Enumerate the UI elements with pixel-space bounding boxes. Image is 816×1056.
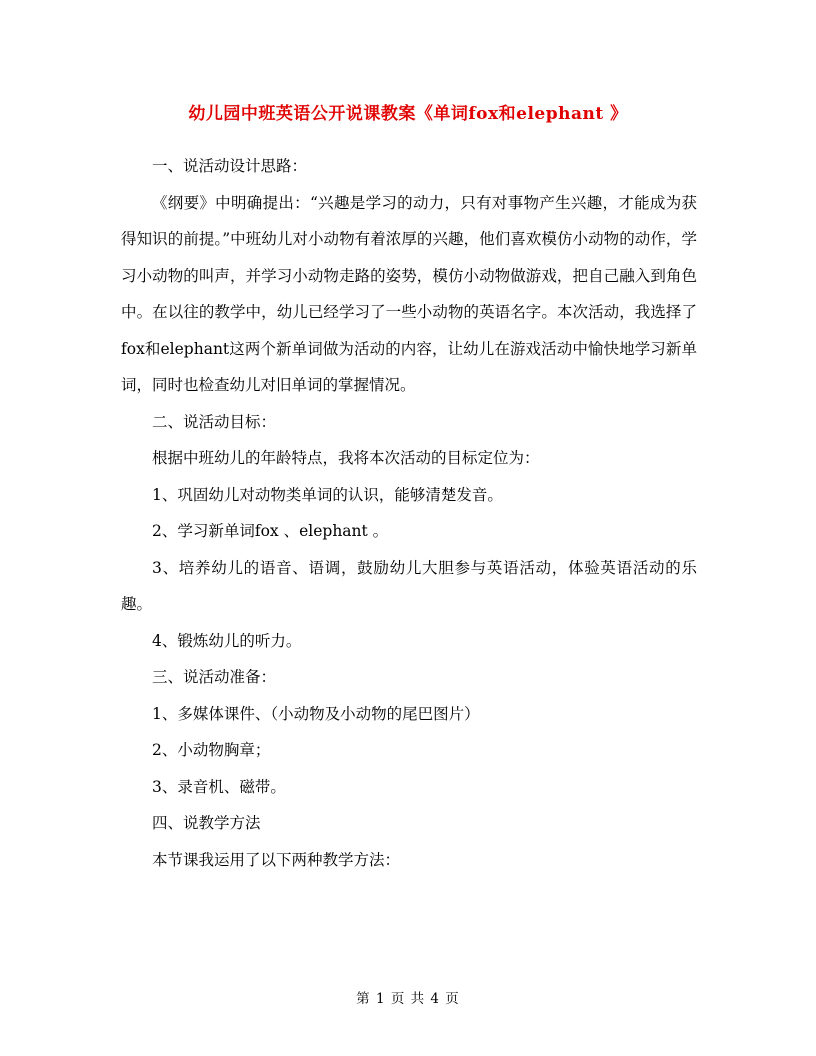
- page-number-footer: 第 1 页 共 4 页: [356, 991, 460, 1007]
- list-item-objective-2: 2、学习新单词fox 、elephant 。: [152, 522, 389, 540]
- section-heading-preparation: 三、说活动准备：: [152, 668, 277, 686]
- list-item-objective-3: 3、培养幼儿的语音、语调，鼓励幼儿大胆参与英语活动，体验英语活动的乐趣。: [121, 558, 697, 613]
- section-heading-design-idea: 一、说活动设计思路：: [152, 157, 308, 175]
- list-item-preparation-1: 1、多媒体课件、（小动物及小动物的尾巴图片）: [152, 704, 480, 723]
- section-heading-methods: 四、说教学方法: [152, 814, 261, 832]
- list-item-objective-4: 4、锻炼幼儿的听力。: [152, 631, 302, 650]
- paragraph-objectives-intro: 根据中班幼儿的年龄特点，我将本次活动的目标定位为：: [152, 449, 540, 467]
- paragraph-design-idea: 《纲要》中明确提出：“兴趣是学习的动力，只有对事物产生兴趣，才能成为获得知识的前提。”中班幼儿对小动物有着浓厚的兴趣，他们喜欢模仿小动物的动作，学习小动物的叫声，并学习小动物走路的姿势，模仿小动物做游戏，把自己融入到角色中。在以往的教学中，幼儿已经学习了一些小动物的英语名字。本次活动，我选择了fox和elephant这两个新单词做为活动的内容，让幼儿在游戏活动中愉快地学习新单词，同时也检查幼儿对旧单词的掌握情况。: [121, 193, 697, 394]
- list-item-preparation-2: 2、小动物胸章；: [152, 741, 271, 759]
- paragraph-methods-intro: 本节课我运用了以下两种教学方法：: [152, 850, 401, 869]
- list-item-objective-1: 1、巩固幼儿对动物类单词的认识，能够清楚发音。: [152, 485, 503, 504]
- list-item-preparation-3: 3、录音机、磁带。: [152, 777, 286, 796]
- document-body: [121, 148, 697, 878]
- document-title: 幼儿园中班英语公开说课教案《单词fox和elephant 》: [188, 104, 628, 124]
- section-heading-objectives: 二、说活动目标：: [152, 412, 277, 431]
